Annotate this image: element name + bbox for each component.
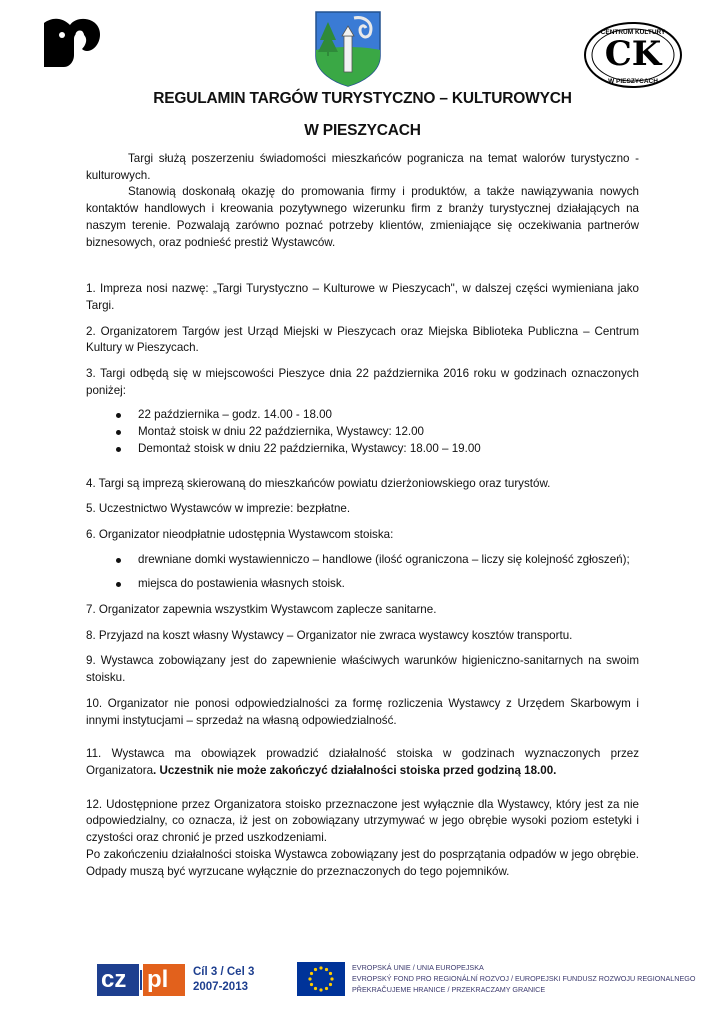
intro-paragraph-2: Stanowią doskonałą okazję do promowania firmy i produktów, a także nawiązywania nowych kontaktów handlowych i kreowania pozytywnego wizerunku firm z branży turystycznej działających na naszym terenie. Pozwalają zarówno poznać potrzeby klientów, zmieniające się oczekiwania partnerów biznesowych, oraz podnieść prestiż Wystawców. — [86, 185, 639, 249]
rule-8: 8. Przyjazd na koszt własny Wystawcy – Organizator nie zwraca wystawcy kosztów transportu. — [86, 628, 573, 642]
rule-12-continued: Po zakończeniu działalności stoiska Wystawca zobowiązany jest do posprzątania odpadów w jego obrębie. Odpady muszą być wyrzucane wyłącznie do przeznaczonych do tego pojemników. — [86, 847, 639, 878]
eu-line-1: EVROPSKÁ UNIE / UNIA EUROPEJSKA — [352, 963, 484, 972]
centrum-kultury-logo-icon — [582, 20, 684, 90]
rule-6-stands-list — [86, 552, 639, 593]
intro-paragraph-1: Targi służą poszerzeniu świadomości mieszkańców pogranicza na temat walorów turystyczno - kulturowych. — [86, 152, 639, 182]
bullet-icon — [116, 582, 121, 587]
rule-10: 10. Organizator nie ponosi odpowiedzialności za formę rozliczenia Wystawcy z Urzędem Skarbowym i innymi instytucjami – sprzedaż na własną odpowiedzialność. — [86, 696, 639, 727]
eu-funding-text — [352, 962, 695, 995]
czpl-pl-text: pl — [147, 966, 169, 993]
rule-9: 9. Wystawca zobowiązany jest do zapewnienie właściwych warunków higieniczno-sanitarnych na swoim stoisku. — [86, 654, 639, 685]
bullet-icon — [116, 430, 121, 435]
rule-1: 1. Impreza nosi nazwę: „Targi Turystyczno – Kulturowe w Pieszycach", w dalszej części wymieniana jako Targi. — [86, 282, 639, 312]
years-text: 2007-2013 — [193, 981, 248, 993]
document-title-line1: REGULAMIN TARGÓW TURYSTYCZNO – KULTUROWYCH — [153, 90, 572, 107]
bullet-icon — [116, 413, 121, 418]
bullet-icon — [116, 558, 121, 563]
rule-5: 5. Uczestnictwo Wystawców w imprezie: bezpłatne. — [86, 502, 351, 516]
eu-line-3: PŘEKRAČUJEME HRANICE / PRZEKRACZAMY GRANICE — [352, 985, 546, 994]
eu-line-2: EVROPSKÝ FOND PRO REGIONÁLNÍ ROZVOJ / EUROPEJSKI FUNDUSZ ROZWOJU REGIONALNEGO — [352, 974, 696, 983]
czpl-cz-text: cz — [101, 966, 127, 993]
list-item: 22 października – godz. 14.00 - 18.00 — [86, 407, 639, 424]
cil3-text: Cíl 3 / Cel 3 — [193, 966, 255, 978]
rule-4: 4. Targi są imprezą skierowaną do mieszkańców powiatu dzierżoniowskiego oraz turystów. — [86, 476, 551, 490]
rule-7: 7. Organizator zapewnia wszystkim Wystawcom zaplecze sanitarne. — [86, 603, 437, 617]
rule-3: 3. Targi odbędą się w miejscowości Pieszyce dnia 22 października 2016 roku w godzinach oznaczonych poniżej: — [86, 367, 639, 397]
document-title-line2: W PIESZYCACH — [304, 122, 421, 139]
ck-logo-text-bottom: W PIESZYCACH — [608, 78, 658, 85]
rule-3-hours-list — [86, 407, 639, 457]
ram-head-logo-icon — [40, 15, 104, 71]
rule-2: 2. Organizatorem Targów jest Urząd Miejski w Pieszycach oraz Miejska Biblioteka Publiczna – Centrum Kultury w Pieszycach. — [86, 324, 639, 355]
list-item: drewniane domki wystawienniczo – handlowe (ilość ograniczona – liczy się kolejność zgłoszeń); — [86, 552, 639, 569]
bullet-icon — [116, 447, 121, 452]
list-item: Montaż stoisk w dniu 22 października, Wystawcy: 12.00 — [86, 424, 639, 441]
rule-11-bold: . Uczestnik nie może zakończyć działalności stoiska przed godziną 18.00. — [153, 763, 557, 777]
rule-6: 6. Organizator nieodpłatnie udostępnia Wystawcom stoiska: — [86, 527, 394, 541]
pieszyce-coat-of-arms-icon — [314, 10, 382, 88]
ck-logo-text-top: CENTRUM KULTURY — [600, 29, 666, 36]
rule-12: 12. Udostępnione przez Organizatora stoisko przeznaczone jest wyłącznie dla Wystawcy, który jest za nie odpowiedzialny, co oznacza, iż jest on zobowiązany utrzymywać w jego obrębie wysoki poziom estetyki i czystości oraz chronić je przed uszkodzeniami. — [86, 797, 639, 845]
rule-11: 11. Wystawca ma obowiązek prowadzić działalność stoiska w godzinach wyznaczonych przez Organizatora. Uczestnik nie może zakończyć działalności stoiska przed godziną 18.00. — [86, 747, 639, 777]
list-item: Demontaż stoisk w dniu 22 października, Wystawcy: 18.00 – 19.00 — [86, 441, 639, 458]
czpl-cel3-logo — [97, 962, 257, 998]
document-body — [86, 151, 639, 880]
list-item: miejsca do postawienia własnych stoisk. — [86, 576, 639, 593]
ck-logo-letters: CK — [604, 34, 662, 74]
eu-flag-icon — [297, 962, 345, 996]
